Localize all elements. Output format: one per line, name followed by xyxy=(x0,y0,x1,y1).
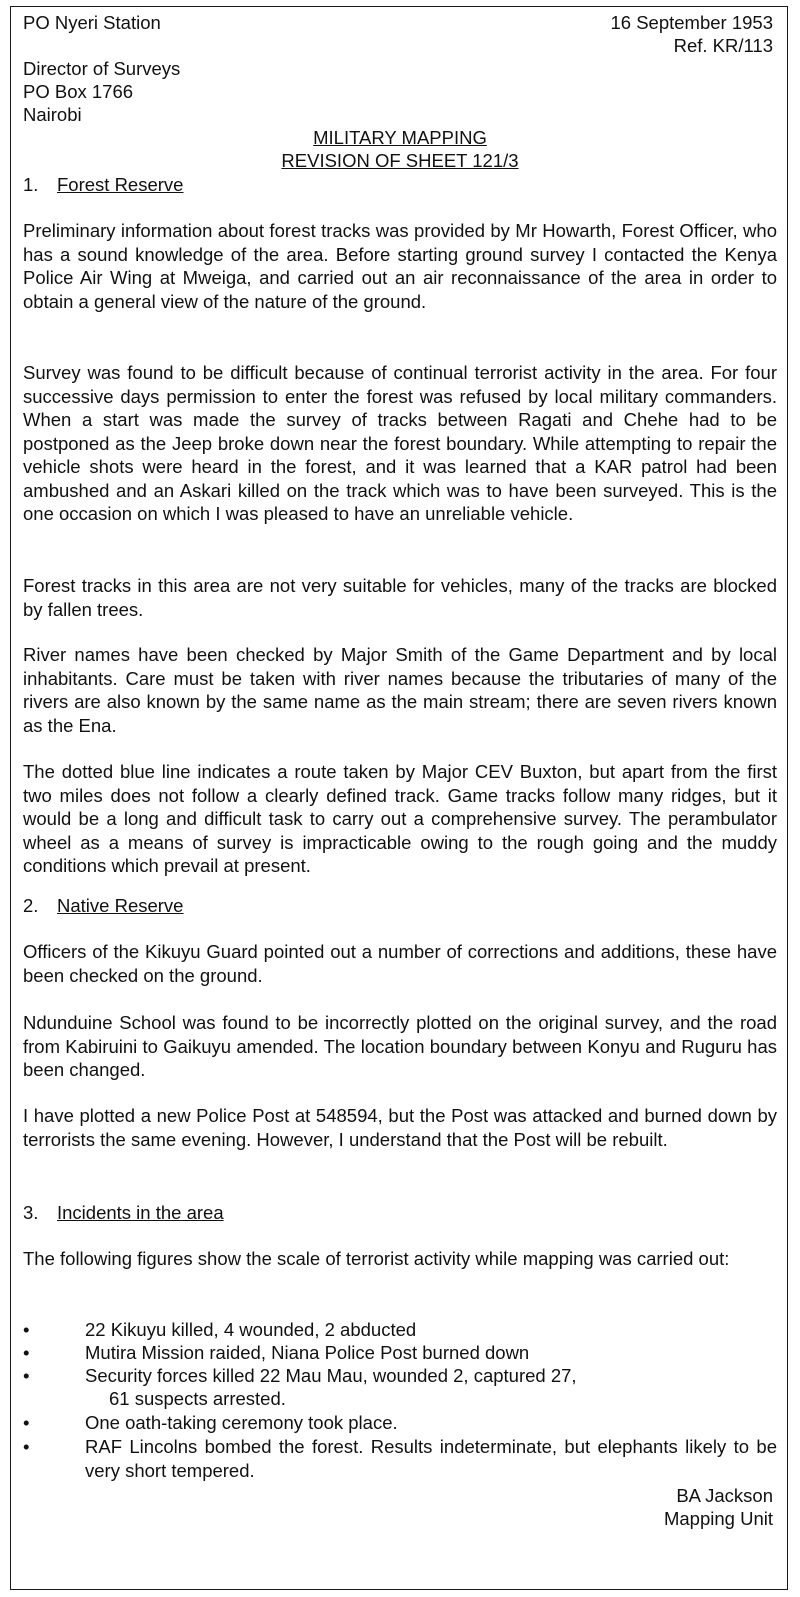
signature-name: BA Jackson xyxy=(676,1485,773,1506)
section-title: Forest Reserve xyxy=(57,174,184,195)
list-item-text: 22 Kikuyu killed, 4 wounded, 2 abducted xyxy=(85,1319,417,1340)
section-title: Native Reserve xyxy=(57,895,184,916)
bullet-icon: • xyxy=(23,1412,30,1433)
list-item-text: 61 suspects arrested. xyxy=(109,1388,286,1409)
letter-title: MILITARY MAPPING xyxy=(313,127,487,148)
paragraph-dotted-blue-line: The dotted blue line indicates a route taken by Major CEV Buxton, but apart from the first two miles does not follow a clearly defined track. Game tracks follow many ridges, but it would be a long and difficult task to carry out a comprehensive survey. The perambulator wheel as a means of survey is impracticable owing to the rough going and the muddy conditions which prevail at present. xyxy=(23,761,777,876)
sender-station: PO Nyeri Station xyxy=(23,12,161,33)
list-item-text: RAF Lincolns bombed the forest. Results indeterminate, but elephants likely to be very short tempered. xyxy=(85,1436,777,1481)
paragraph-forest-info: Preliminary information about forest tracks was provided by Mr Howarth, Forest Officer, who has a sound knowledge of the area. Before starting ground survey I contacted the Kenya Police Air Wing at Mweiga, and carried out an air reconnaissance of the area in order to obtain a general view of the nature of the ground. xyxy=(23,220,777,312)
paragraph-survey-difficulty: Survey was found to be difficult because of continual terrorist activity in the area. For four successive days permission to enter the forest was refused by local military commanders. When a start was made the survey of tracks between Ragati and Chehe had to be postponed as the Jeep broke down near the forest boundary. While attempting to repair the vehicle shots were heard in the forest, and it was learned that a KAR patrol had been ambushed and an Askari killed on the track which was to have been surveyed. This is the one occasion on which I was pleased to have an unreliable vehicle. xyxy=(23,362,777,524)
letter-subtitle: REVISION OF SHEET 121/3 xyxy=(281,150,519,171)
paragraph-ndunduine-school: Ndunduine School was found to be incorrectly plotted on the original survey, and the road from Kabiruini to Gaikuyu amended. The location boundary between Konyu and Ruguru has been changed. xyxy=(23,1012,777,1080)
list-item-text: Security forces killed 22 Mau Mau, wounded 2, captured 27, xyxy=(85,1365,577,1386)
paragraph-incidents-intro: The following figures show the scale of terrorist activity while mapping was carried out: xyxy=(23,1248,730,1269)
section-title: Incidents in the area xyxy=(57,1202,224,1223)
paragraph-river-names: River names have been checked by Major Smith of the Game Department and by local inhabitants. Care must be taken with river names because the tributaries of many of the rivers are also known by the same name as the main stream; there are seven rivers known as the Ena. xyxy=(23,644,777,736)
section-number: 2. xyxy=(23,895,39,916)
bullet-icon: • xyxy=(23,1342,30,1363)
recipient-city: Nairobi xyxy=(23,104,82,125)
recipient-box: PO Box 1766 xyxy=(23,81,134,102)
letter-date: 16 September 1953 xyxy=(610,12,773,33)
list-item-text: Mutira Mission raided, Niana Police Post burned down xyxy=(85,1342,530,1363)
signature-unit: Mapping Unit xyxy=(663,1508,773,1529)
paragraph-kikuyu-guard: Officers of the Kikuyu Guard pointed out a number of corrections and additions, these have been checked on the ground. xyxy=(23,941,777,986)
paragraph-forest-tracks: Forest tracks in this area are not very suitable for vehicles, many of the tracks are blocked by fallen trees. xyxy=(23,575,777,620)
paragraph-police-post: I have plotted a new Police Post at 548594, but the Post was attacked and burned down by terrorists the same evening. However, I understand that the Post will be rebuilt. xyxy=(23,1105,777,1150)
section-heading-incidents xyxy=(23,1201,224,1225)
section-number: 3. xyxy=(23,1202,39,1223)
letter-reference: Ref. KR/113 xyxy=(673,35,773,56)
recipient-title: Director of Surveys xyxy=(23,58,181,79)
bullet-icon: • xyxy=(23,1319,30,1340)
section-number: 1. xyxy=(23,174,39,195)
bullet-icon: • xyxy=(23,1436,30,1457)
section-heading-native-reserve xyxy=(23,894,183,918)
letter-page xyxy=(10,6,788,1590)
section-heading-forest-reserve xyxy=(23,173,183,197)
bullet-icon: • xyxy=(23,1365,30,1386)
list-item-text: One oath-taking ceremony took place. xyxy=(85,1412,398,1433)
